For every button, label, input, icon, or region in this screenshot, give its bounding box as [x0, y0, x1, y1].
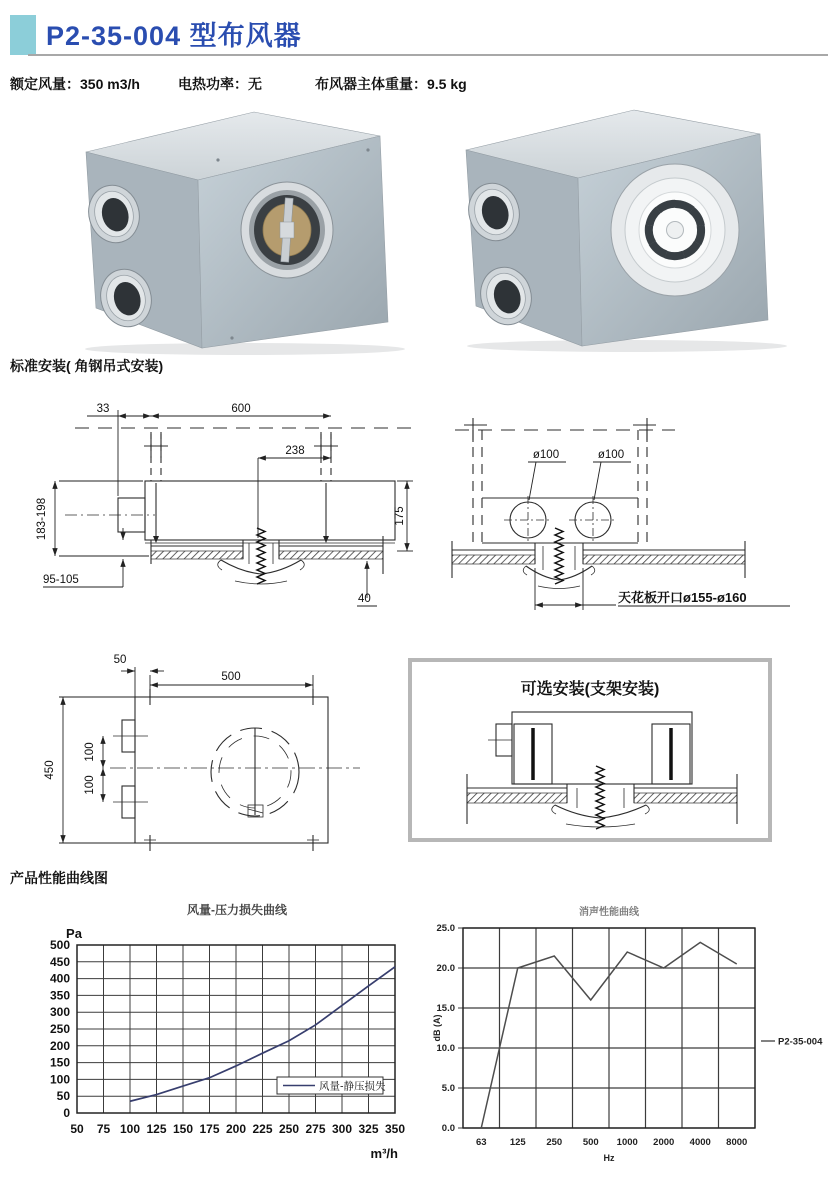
svg-text:600: 600 [231, 403, 251, 415]
page-title: P2-35-004 型布风器 [46, 21, 302, 51]
y-tick-label: 500 [49, 938, 70, 952]
svg-text:33: 33 [96, 403, 110, 415]
svg-text:95-105: 95-105 [43, 574, 79, 586]
legend-label: P2-35-004 [778, 1036, 823, 1048]
svg-text:450: 450 [44, 760, 56, 780]
x-tick-label: 250 [546, 1137, 563, 1148]
chart-title: 风量-压力损失曲线 [187, 903, 287, 917]
spec-heating [178, 74, 262, 94]
x-tick-label: 1000 [616, 1137, 638, 1148]
hanger-rod-left [144, 432, 168, 543]
x-tick-label: 63 [475, 1137, 487, 1148]
y-tick-label: 150 [49, 1055, 70, 1070]
x-tick-label: 200 [225, 1122, 247, 1136]
chart-legend [277, 1077, 386, 1094]
spec-weight-value: 9.5 kg [427, 76, 467, 92]
section-performance: 产品性能曲线图 [10, 870, 108, 886]
screw-dot [230, 336, 233, 339]
bracket-install-drawing [412, 702, 768, 838]
svg-text:183-198: 183-198 [36, 497, 48, 541]
bracket-right [652, 724, 690, 784]
dim-450 [44, 697, 135, 843]
port-squares [113, 720, 148, 818]
x-tick-label: 225 [252, 1122, 273, 1136]
header-rule [28, 54, 828, 56]
unit-body [145, 481, 395, 540]
diffuser-opening [211, 728, 299, 817]
y-tick-label: 0.0 [441, 1123, 455, 1134]
svg-text:500: 500 [221, 671, 241, 683]
screw-dot [216, 158, 219, 161]
x-tick-label: 125 [146, 1122, 167, 1136]
x-tick-label: 275 [305, 1122, 326, 1136]
spec-heating-value: 无 [248, 76, 262, 92]
spec-weight-label: 布风器主体重量： [315, 76, 427, 92]
dim-ceiling-opening [535, 568, 790, 610]
dim-port-right [593, 449, 631, 500]
bracket-left [514, 724, 552, 784]
y-axis-label: dB (A) [432, 1014, 442, 1042]
dim-port-left [528, 449, 566, 500]
y-tick-label: 350 [49, 988, 70, 1003]
duct-port-circle-right [569, 496, 617, 544]
y-tick-label: 10.0 [436, 1043, 455, 1054]
svg-text:175: 175 [394, 506, 406, 526]
optional-install-box [408, 658, 772, 842]
screw-dot [366, 148, 369, 151]
dim-100-bottom [84, 768, 103, 802]
optional-install-title: 可选安装(支架安装) [520, 681, 660, 698]
dim-100-top [84, 736, 103, 768]
top-view-drawing [15, 645, 405, 870]
spec-heating-label: 电热功率： [178, 76, 248, 92]
x-tick-label: 175 [199, 1122, 220, 1136]
x-tick-label: 300 [331, 1122, 353, 1136]
x-tick-label: 325 [358, 1122, 379, 1136]
x-tick-label: 8000 [726, 1137, 748, 1148]
spec-airflow-label: 额定风量： [10, 76, 80, 92]
ceiling-section [452, 541, 745, 578]
x-tick-label: 2000 [653, 1137, 675, 1148]
x-axis-label: Hz [603, 1153, 615, 1163]
y-tick-label: 20.0 [436, 963, 455, 974]
x-tick-label: 250 [278, 1122, 300, 1136]
unit-body [512, 712, 692, 784]
svg-text:238: 238 [285, 445, 305, 457]
x-tick-label: 500 [582, 1137, 599, 1148]
end-view-drawing [440, 398, 805, 633]
ceiling-section [145, 536, 395, 574]
legend-label: 风量-静压损失 [319, 1080, 386, 1093]
x-tick-label: 150 [172, 1122, 194, 1136]
product-photo-right [432, 102, 824, 354]
y-tick-label: 400 [49, 971, 70, 986]
dim-50 [114, 654, 164, 697]
photo-shadow [467, 340, 787, 352]
svg-text:100: 100 [84, 742, 96, 762]
photo-shadow [85, 343, 405, 355]
y-axis-label: Pa [66, 926, 82, 941]
dim-238 [258, 445, 331, 538]
dim-183-198 [36, 481, 149, 556]
x-tick-label: 4000 [689, 1137, 711, 1148]
y-tick-label: 250 [49, 1022, 70, 1036]
svg-text:40: 40 [358, 593, 371, 605]
threaded-rod [555, 528, 563, 584]
y-tick-label: 50 [56, 1089, 70, 1104]
round-diffuser [611, 164, 739, 296]
y-tick-label: 0 [63, 1106, 70, 1120]
x-axis-label: m³/h [370, 1146, 398, 1161]
dim-175 [394, 481, 413, 551]
x-tick-label: 100 [119, 1122, 141, 1136]
x-tick-label: 75 [96, 1122, 111, 1136]
y-tick-label: 450 [49, 954, 70, 969]
noise-plot [432, 905, 823, 1163]
hanger-ticks [144, 689, 319, 851]
dim-40 [357, 561, 377, 606]
y-tick-label: 15.0 [436, 1003, 455, 1014]
svg-text:100: 100 [84, 775, 96, 795]
dim-500 [150, 671, 313, 697]
accent-square [10, 15, 36, 55]
x-tick-label: 50 [70, 1122, 84, 1136]
threaded-rod [596, 766, 604, 829]
side-view-drawing [15, 388, 415, 628]
y-tick-label: 300 [49, 1005, 70, 1020]
x-tick-label: 350 [384, 1122, 406, 1136]
svg-text:ø100: ø100 [532, 449, 560, 461]
y-tick-label: 200 [49, 1038, 70, 1053]
product-photo-left [50, 102, 415, 357]
spec-row [0, 74, 830, 94]
dim-600 [151, 403, 331, 416]
front-opening [241, 182, 333, 278]
y-tick-label: 100 [49, 1072, 70, 1087]
flow-pressure-plot [50, 902, 405, 1161]
section-standard-install: 标准安装( 角钢吊式安装) [10, 358, 164, 374]
spec-weight [315, 74, 467, 94]
svg-text:ø100: ø100 [597, 449, 625, 461]
flow-pressure-chart [30, 898, 430, 1173]
chart-title: 消声性能曲线 [579, 907, 639, 918]
y-tick-label: 5.0 [441, 1083, 455, 1094]
spec-airflow [10, 74, 140, 94]
noise-performance-chart [428, 900, 830, 1178]
duct-port-circle-left [504, 496, 552, 544]
dim-33 [87, 403, 151, 496]
y-tick-label: 25.0 [436, 923, 455, 934]
chart-legend [761, 1037, 823, 1048]
hanger-rod-right [314, 432, 338, 543]
spec-airflow-value: 350 m3/h [80, 76, 140, 92]
svg-text:天花板开口ø155-ø160: 天花板开口ø155-ø160 [618, 590, 747, 605]
x-tick-label: 125 [509, 1137, 526, 1148]
svg-text:50: 50 [113, 654, 127, 666]
